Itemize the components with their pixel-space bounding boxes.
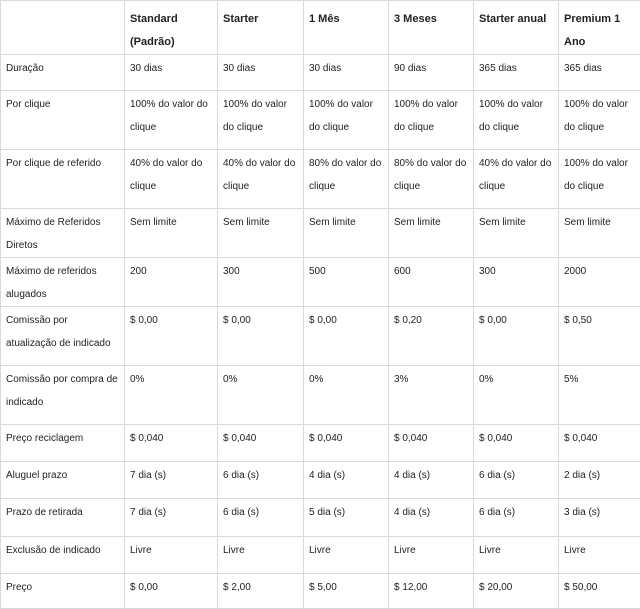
table-row-maximo-referidos-diretos <box>1 209 640 258</box>
table-cell: Livre <box>559 537 640 574</box>
header-row <box>1 1 640 55</box>
table-row-comissao-compra <box>1 366 640 425</box>
table-row-aluguel-prazo <box>1 462 640 499</box>
header-starter-anual: Starter anual <box>474 1 559 55</box>
row-label: Exclusão de indicado <box>1 537 125 574</box>
table-cell: Sem limite <box>125 209 218 258</box>
table-cell: 0% <box>218 366 304 425</box>
table-row-prazo-retirada <box>1 499 640 537</box>
table-row-comissao-atualizacao <box>1 307 640 366</box>
table-cell: 0% <box>474 366 559 425</box>
header-standard: Standard (Padrão) <box>125 1 218 55</box>
table-cell: 0% <box>304 366 389 425</box>
table-cell: $ 5,00 <box>304 574 389 609</box>
table-cell: $ 0,00 <box>125 574 218 609</box>
table-row-preco <box>1 574 640 609</box>
table-cell: $ 0,040 <box>218 425 304 462</box>
table-cell: 200 <box>125 258 218 307</box>
table-cell: 100% do valor do clique <box>125 91 218 150</box>
table-cell: Sem limite <box>474 209 559 258</box>
table-cell: 30 dias <box>218 55 304 91</box>
table-cell: 30 dias <box>125 55 218 91</box>
table-cell: 4 dia (s) <box>304 462 389 499</box>
table-cell: 300 <box>474 258 559 307</box>
table-cell: 4 dia (s) <box>389 462 474 499</box>
table-cell: 4 dia (s) <box>389 499 474 537</box>
table-cell: Livre <box>389 537 474 574</box>
row-label: Por clique de referido <box>1 150 125 209</box>
table-cell: 300 <box>218 258 304 307</box>
table-cell: 40% do valor do clique <box>474 150 559 209</box>
row-label: Preço reciclagem <box>1 425 125 462</box>
table-cell: 2 dia (s) <box>559 462 640 499</box>
table-cell: Livre <box>474 537 559 574</box>
table-cell: Sem limite <box>559 209 640 258</box>
row-label: Máximo de Referidos Diretos <box>1 209 125 258</box>
table-cell: Sem limite <box>304 209 389 258</box>
table-cell: 6 dia (s) <box>218 499 304 537</box>
table-cell: 0% <box>125 366 218 425</box>
table-row-por-clique-de-referido <box>1 150 640 209</box>
table-row-preco-reciclagem <box>1 425 640 462</box>
table-cell: 3% <box>389 366 474 425</box>
row-label: Prazo de retirada <box>1 499 125 537</box>
table-cell: 365 dias <box>559 55 640 91</box>
table-cell: Livre <box>125 537 218 574</box>
table-cell: $ 0,50 <box>559 307 640 366</box>
row-label: Comissão por compra de indicado <box>1 366 125 425</box>
table-row-maximo-referidos-alugados <box>1 258 640 307</box>
table-cell: 500 <box>304 258 389 307</box>
table-cell: Sem limite <box>389 209 474 258</box>
table-row-por-clique <box>1 91 640 150</box>
table-cell: $ 0,00 <box>218 307 304 366</box>
header-starter: Starter <box>218 1 304 55</box>
table-cell: 7 dia (s) <box>125 499 218 537</box>
table-cell: 6 dia (s) <box>474 462 559 499</box>
table-cell: 100% do valor do clique <box>389 91 474 150</box>
table-row-exclusao-indicado <box>1 537 640 574</box>
table-cell: 5 dia (s) <box>304 499 389 537</box>
table-cell: $ 50,00 <box>559 574 640 609</box>
table-cell: $ 12,00 <box>389 574 474 609</box>
row-label: Aluguel prazo <box>1 462 125 499</box>
table-cell: 600 <box>389 258 474 307</box>
table-cell: 40% do valor do clique <box>125 150 218 209</box>
table-cell: 2000 <box>559 258 640 307</box>
table-cell: 80% do valor do clique <box>304 150 389 209</box>
table-cell: 100% do valor do clique <box>218 91 304 150</box>
row-label: Comissão por atualização de indicado <box>1 307 125 366</box>
header-1-mes: 1 Mês <box>304 1 389 55</box>
table-cell: 6 dia (s) <box>218 462 304 499</box>
header-3-meses: 3 Meses <box>389 1 474 55</box>
table-cell: $ 0,00 <box>304 307 389 366</box>
table-cell: 365 dias <box>474 55 559 91</box>
table-cell: Sem limite <box>218 209 304 258</box>
table-cell: $ 0,040 <box>125 425 218 462</box>
table-cell: 90 dias <box>389 55 474 91</box>
table-cell: $ 0,00 <box>125 307 218 366</box>
table-cell: 100% do valor do clique <box>304 91 389 150</box>
table-cell: 5% <box>559 366 640 425</box>
table-cell: $ 2,00 <box>218 574 304 609</box>
table-cell: 3 dia (s) <box>559 499 640 537</box>
header-premium-1-ano: Premium 1 Ano <box>559 1 640 55</box>
table-cell: Livre <box>218 537 304 574</box>
table-cell: $ 0,040 <box>389 425 474 462</box>
row-label: Por clique <box>1 91 125 150</box>
table-cell: 80% do valor do clique <box>389 150 474 209</box>
row-label: Duração <box>1 55 125 91</box>
row-label: Preço <box>1 574 125 609</box>
table-row-duracao <box>1 55 640 91</box>
row-label: Máximo de referidos alugados <box>1 258 125 307</box>
table-cell: $ 0,040 <box>304 425 389 462</box>
table-cell: 100% do valor do clique <box>559 150 640 209</box>
table-cell: Livre <box>304 537 389 574</box>
table-cell: 100% do valor do clique <box>474 91 559 150</box>
table-cell: 30 dias <box>304 55 389 91</box>
table-cell: 100% do valor do clique <box>559 91 640 150</box>
table-cell: $ 0,040 <box>559 425 640 462</box>
header-empty <box>1 1 125 55</box>
table-cell: 40% do valor do clique <box>218 150 304 209</box>
table-cell: 6 dia (s) <box>474 499 559 537</box>
table-cell: 7 dia (s) <box>125 462 218 499</box>
table-cell: $ 0,040 <box>474 425 559 462</box>
table-cell: $ 0,00 <box>474 307 559 366</box>
table-cell: $ 0,20 <box>389 307 474 366</box>
table-cell: $ 20,00 <box>474 574 559 609</box>
